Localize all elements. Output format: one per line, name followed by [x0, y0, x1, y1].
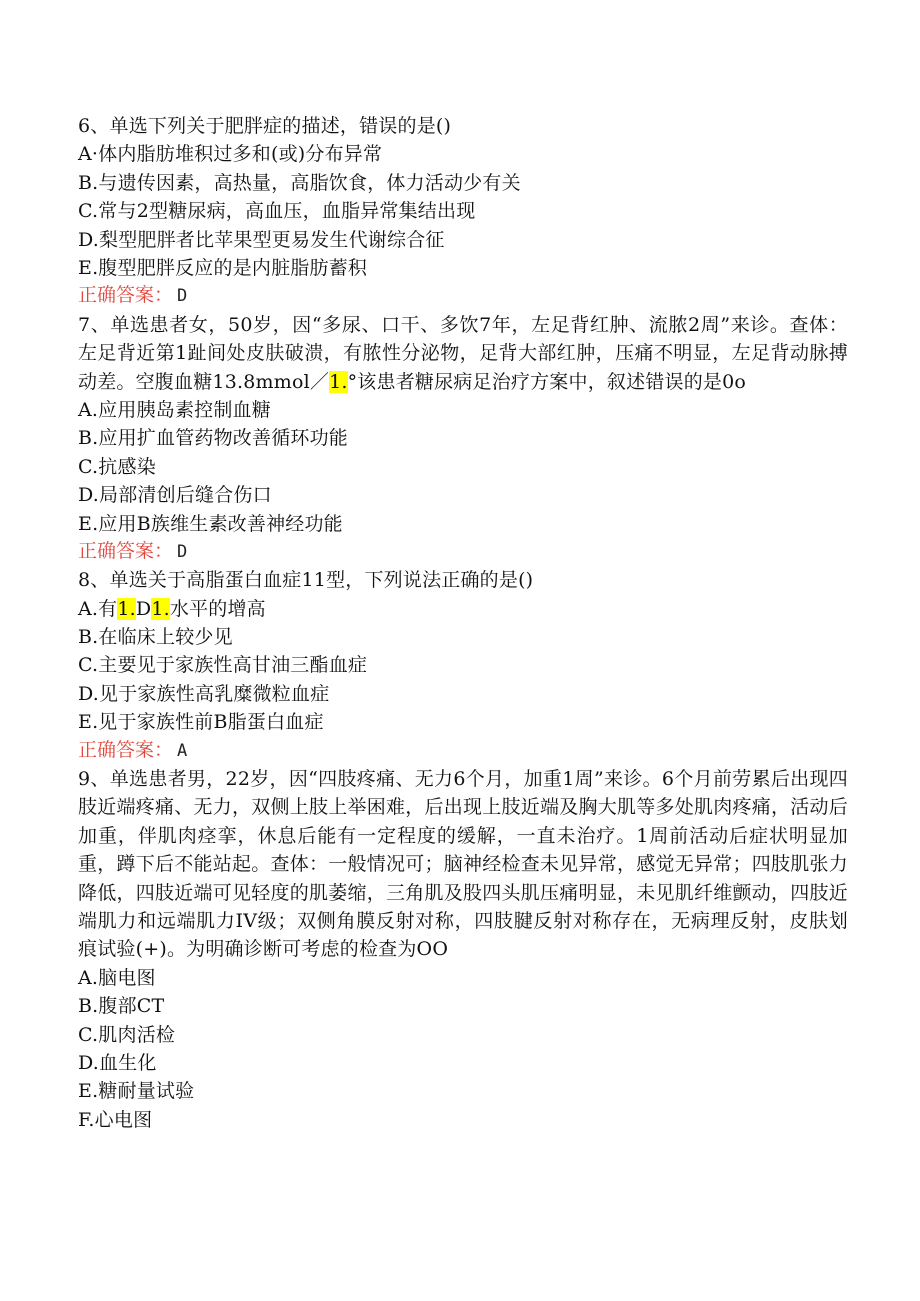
correct-answer [78, 737, 848, 765]
stem-text-continued: °该患者糖尿病足治疗方案中，叙述错误的是0o [347, 370, 747, 393]
highlighted-text: 1. [329, 370, 348, 393]
option-e: E.腹型肥胖反应的是内脏脂肪蓄积 [78, 256, 368, 279]
answer-label: 正确答案： [78, 285, 174, 307]
answer-label: 正确答案： [78, 540, 174, 562]
document-page [78, 112, 848, 1134]
option-c: C.抗感染 [78, 455, 156, 478]
question-6 [78, 112, 848, 311]
question-stem: 8、单选关于高脂蛋白血症11型，下列说法正确的是() [78, 569, 534, 592]
option-f: F.心电图 [78, 1108, 153, 1131]
answer-value: D [177, 286, 188, 307]
option-a [78, 595, 848, 623]
question-stem: 9、单选患者男，22岁，因“四肢疼痛、无力6个月，加重1周”来诊。6个月前劳累后出现四肢近端疼痛、无力，双侧上肢上举困难，后出现上肢近端及胸大肌等多处肌肉疼痛，活动后加重，伴肌肉痉挛，休息后能有一定程度的缓解，一直未治疗。1周前活动后症状明显加重，蹲下后不能站起。查体：一般情况可；脑神经检查未见异常，感觉无异常；四肢肌张力降低，四肢近端可见轻度的肌萎缩，三角肌及股四头肌压痛明显，未见肌纤维颤动，四肢近端肌力和远端肌力IV级；双侧角膜反射对称，四肢腱反射对称存在，无病理反射，皮肤划痕试验(+)。为明确诊断可考虑的检查为OO [78, 768, 848, 961]
option-a-mid: D [135, 597, 152, 620]
option-c: C.肌肉活检 [78, 1023, 176, 1046]
question-7 [78, 311, 848, 567]
stem-text: 7、单选患者女，50岁，因“多尿、口干、多饮7年，左足背红肿、流脓2周”来诊。查体：左足背近第1趾间处皮肤破溃，有脓性分泌物，足背大部红肿，压痛不明显，左足背动脉搏动差。空腹血糖13.8mmol／ [78, 313, 848, 393]
option-a: A.应用胰岛素控制血糖 [78, 398, 271, 421]
option-b: B.与遗传因素，高热量，高脂饮食，体力活动少有关 [78, 171, 521, 194]
answer-value: A [177, 740, 188, 761]
option-e: E.糖耐量试验 [78, 1080, 195, 1103]
option-c: C.主要见于家族性高甘油三酯血症 [78, 654, 368, 677]
question-stem [78, 311, 848, 396]
option-b: B.在临床上较少见 [78, 626, 233, 649]
answer-value: D [177, 541, 188, 562]
question-stem: 6、单选下列关于肥胖症的描述，错误的是() [78, 115, 452, 137]
option-d: D.血生化 [78, 1052, 157, 1075]
option-b: B.腹部CT [78, 995, 165, 1018]
correct-answer [78, 282, 848, 310]
option-a-suffix: 水平的增高 [169, 597, 266, 620]
option-a: A·体内脂肪堆积过多和(或)分布异常 [78, 143, 383, 166]
highlighted-text: 1. [117, 597, 136, 620]
option-d: D.局部清创后缝合伤口 [78, 484, 272, 507]
option-e: E.应用B族维生素改善神经功能 [78, 512, 343, 535]
option-e: E.见于家族性前B脂蛋白血症 [78, 711, 324, 734]
option-c: C.常与2型糖尿病，高血压，血脂异常集结出现 [78, 200, 476, 223]
option-a-prefix: A.有 [78, 597, 118, 620]
correct-answer [78, 538, 848, 566]
option-b: B.应用扩血管药物改善循环功能 [78, 427, 349, 450]
option-d: D.梨型肥胖者比苹果型更易发生代谢综合征 [78, 228, 445, 251]
question-8 [78, 566, 848, 765]
option-d: D.见于家族性高乳糜微粒血症 [78, 682, 330, 705]
option-a: A.脑电图 [78, 966, 156, 989]
highlighted-text: 1. [151, 597, 170, 620]
answer-label: 正确答案： [78, 739, 174, 761]
question-9 [78, 765, 848, 1134]
